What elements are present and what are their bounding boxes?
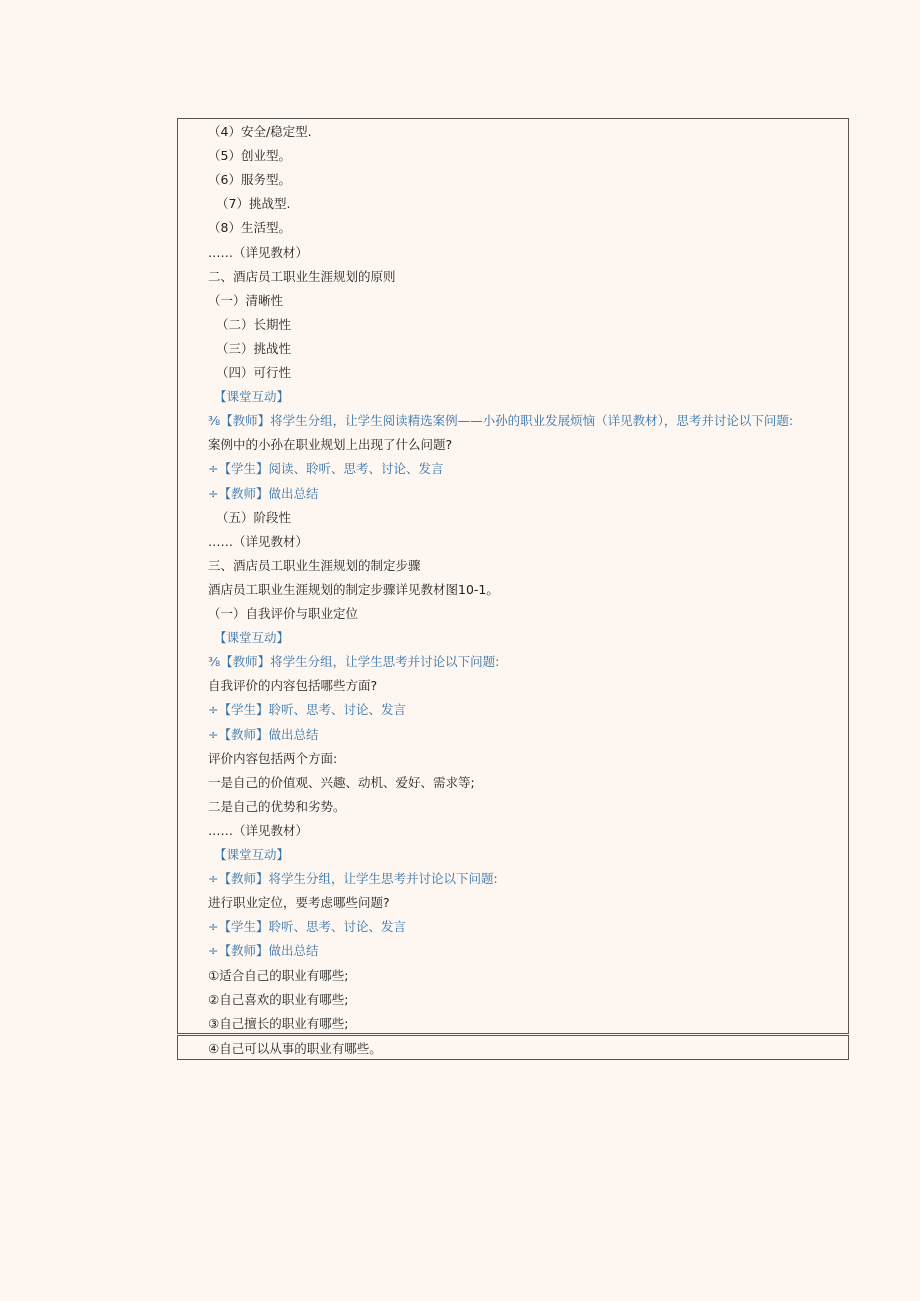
text-line: ③自己擅长的职业有哪些;: [208, 1015, 349, 1031]
text-line: ……（详见教材）: [208, 822, 309, 838]
text-line: ÷【学生】阅读、聆听、思考、讨论、发言: [208, 461, 444, 477]
text-line: （二）长期性: [216, 316, 292, 332]
text-line: ……（详见教材）: [208, 244, 309, 260]
text-line: （8）生活型。: [208, 220, 291, 236]
text-line: 案例中的小孙在职业规划上出现了什么问题?: [208, 437, 453, 453]
content-table-cell-continuation: [177, 1035, 849, 1060]
list-item-4: ④自己可以从事的职业有哪些。: [208, 1041, 382, 1056]
text-line: 二是自己的优势和劣势。: [208, 798, 346, 814]
text-line: （7）挑战型.: [216, 196, 291, 212]
text-line: （三）挑战性: [216, 340, 292, 356]
text-line: 【课堂互动】: [214, 389, 290, 405]
text-line: ÷【教师】将学生分组，让学生思考并讨论以下问题:: [208, 871, 498, 887]
text-line: ÷【教师】做出总结: [208, 485, 319, 501]
text-line: 一是自己的价值观、兴趣、动机、爱好、需求等;: [208, 774, 475, 790]
text-line: （一）自我评价与职业定位: [208, 606, 359, 621]
text-line: ÷【教师】做出总结: [208, 943, 319, 959]
text-line: （一）清晰性: [208, 292, 284, 308]
text-line: ÷【学生】聆听、思考、讨论、发言: [208, 919, 406, 935]
text-line: （5）创业型。: [208, 148, 291, 164]
text-line: （五）阶段性: [216, 509, 292, 525]
text-line: （6）服务型。: [208, 172, 291, 188]
text-line: 【课堂互动】: [214, 630, 290, 646]
text-line: ⅜【教师】将学生分组，让学生阅读精选案例——小孙的职业发展烦恼（详见教材），思考并讨论以下问题:: [208, 413, 794, 429]
text-line: 酒店员工职业生涯规划的制定步骤详见教材图10-1。: [208, 581, 499, 597]
text-line: ②自己喜欢的职业有哪些;: [208, 991, 349, 1007]
text-line: ÷【教师】做出总结: [208, 726, 319, 742]
text-line: ÷【学生】聆听、思考、讨论、发言: [208, 702, 406, 718]
text-line: 二、酒店员工职业生涯规划的原则: [208, 268, 396, 284]
text-line: ……（详见教材）: [208, 533, 309, 549]
content-table-cell: [177, 118, 849, 1034]
text-line: 评价内容包括两个方面:: [208, 750, 338, 766]
text-line: ①适合自己的职业有哪些;: [208, 967, 349, 983]
text-line: 自我评价的内容包括哪些方面?: [208, 678, 378, 694]
text-line: （4）安全/稳定型.: [208, 124, 312, 139]
text-line: 三、酒店员工职业生涯规划的制定步骤: [208, 557, 421, 573]
text-line: 进行职业定位，要考虑哪些问题?: [208, 895, 390, 911]
text-line: （四）可行性: [216, 365, 292, 380]
text-line: 【课堂互动】: [214, 847, 290, 862]
text-line: ⅜【教师】将学生分组，让学生思考并讨论以下问题:: [208, 654, 500, 670]
